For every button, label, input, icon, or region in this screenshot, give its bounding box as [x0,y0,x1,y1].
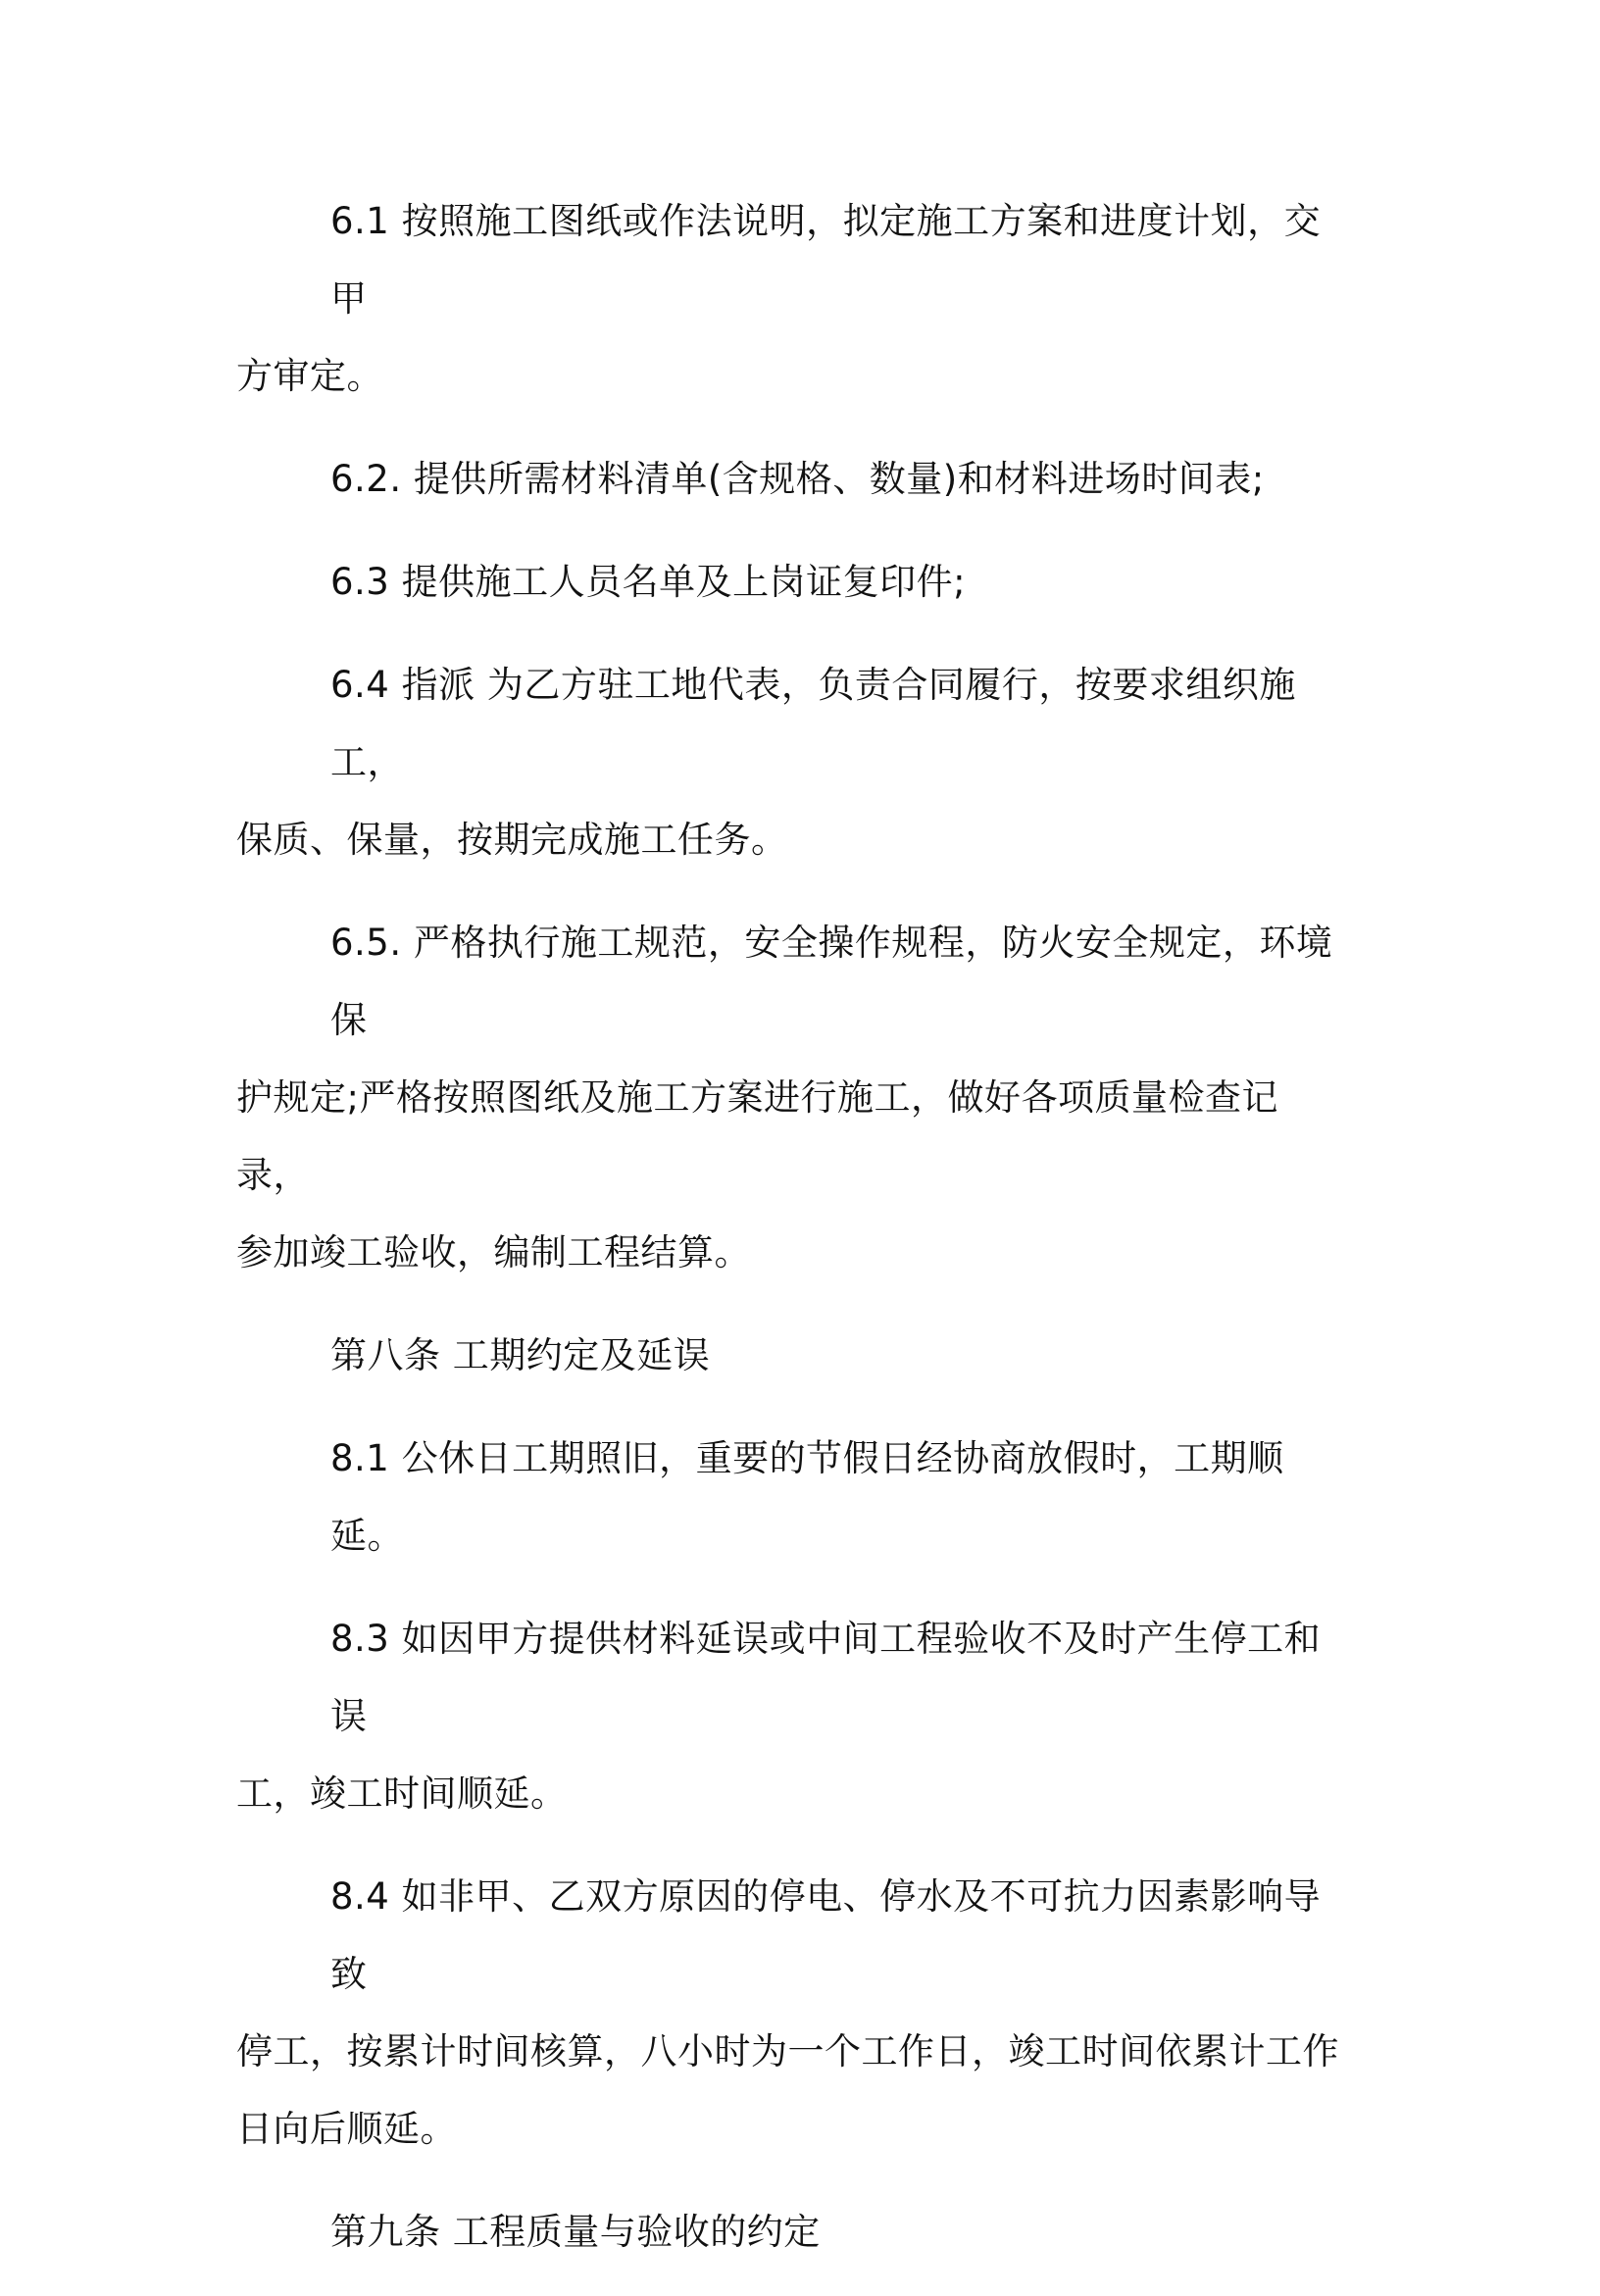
paragraph-6-2 [236,440,1349,518]
paragraph-6-1 [236,182,1349,415]
paragraph-line: 护规定;严格按照图纸及施工方案进行施工，做好各项质量检查记录， [236,1076,1278,1196]
heading-line: 第九条 工程质量与验收的约定 [330,2211,821,2253]
section-heading-article-8 [236,1317,1349,1394]
paragraph-line: 6.4 指派 为乙方驻工地代表，负责合同履行，按要求组织施工， [330,664,1296,783]
paragraph-line: 保质、保量，按期完成施工任务。 [236,819,788,861]
paragraph-8-4 [236,1858,1349,2168]
paragraph-line: 8.3 如因甲方提供材料延误或中间工程验收不及时产生停工和误 [330,1618,1322,1737]
paragraph-6-3 [236,543,1349,621]
paragraph-line: 参加竣工验收，编制工程结算。 [236,1231,751,1273]
paragraph-line: 8.1 公休日工期照旧，重要的节假日经协商放假时，工期顺延。 [330,1437,1284,1557]
paragraph-8-1 [236,1420,1349,1574]
paragraph-line: 6.3 提供施工人员名单及上岗证复印件; [330,561,967,603]
paragraph-line: 日向后顺延。 [236,2108,457,2150]
paragraph-6-4 [236,646,1349,878]
paragraph-line: 6.1 按照施工图纸或作法说明，拟定施工方案和进度计划，交甲 [330,200,1322,320]
paragraph-line: 6.5. 严格执行施工规范，安全操作规程，防火安全规定，环境保 [330,922,1333,1041]
paragraph-line: 停工，按累计时间核算，八小时为一个工作日，竣工时间依累计工作 [236,2030,1339,2072]
paragraph-6-5 [236,904,1349,1291]
document-content [236,182,1349,2296]
paragraph-line: 方审定。 [236,355,383,397]
paragraph-line: 8.4 如非甲、乙双方原因的停电、停水及不可抗力因素影响导致 [330,1875,1322,1995]
paragraph-line: 工，竣工时间顺延。 [236,1772,568,1815]
heading-line: 第八条 工期约定及延误 [330,1334,711,1376]
paragraph-line: 6.2. 提供所需材料清单(含规格、数量)和材料进场时间表; [330,458,1265,500]
section-heading-article-9 [236,2193,1349,2271]
paragraph-8-3 [236,1600,1349,1832]
